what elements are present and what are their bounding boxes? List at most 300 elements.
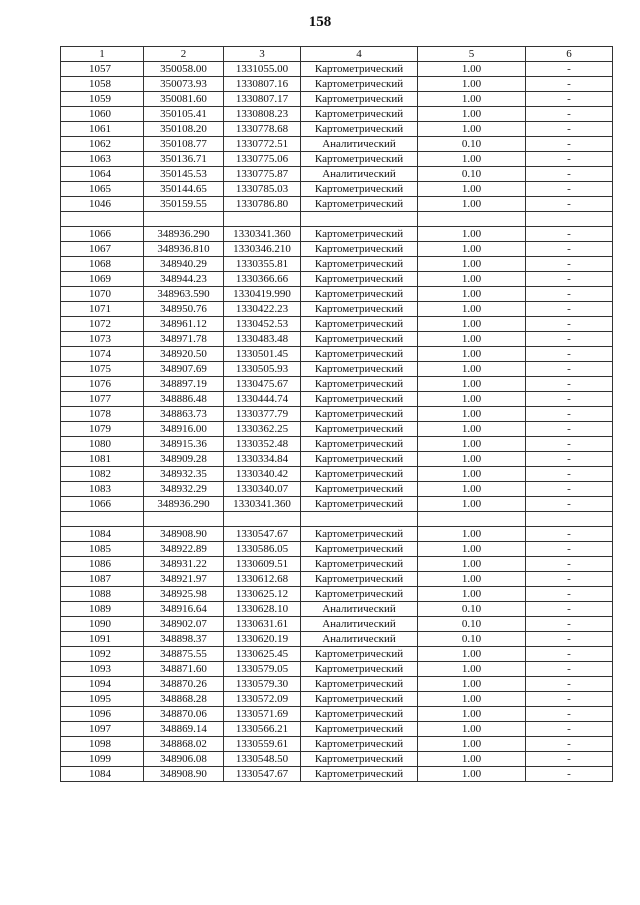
table-body (61, 62, 613, 782)
table-cell: 1330609.51 (224, 557, 301, 572)
table-cell: - (526, 137, 613, 152)
table-cell: 1331055.00 (224, 62, 301, 77)
table-cell: Картометрический (301, 107, 418, 122)
table-cell: - (526, 332, 613, 347)
table-cell: - (526, 452, 613, 467)
table-cell: 1.00 (418, 257, 526, 272)
table-row (61, 242, 613, 257)
table-cell: - (526, 62, 613, 77)
table-cell: 0.10 (418, 167, 526, 182)
empty-cell (418, 212, 526, 227)
table-row (61, 662, 613, 677)
table-cell: 1330625.12 (224, 587, 301, 602)
table-cell: 1330341.360 (224, 497, 301, 512)
empty-cell (301, 512, 418, 527)
table-row (61, 557, 613, 572)
table-cell: 1071 (61, 302, 144, 317)
table-cell: 1095 (61, 692, 144, 707)
table-cell: Картометрический (301, 527, 418, 542)
table-cell: 348963.590 (144, 287, 224, 302)
table-cell: 1068 (61, 257, 144, 272)
column-header: 4 (301, 47, 418, 62)
table-cell: 1059 (61, 92, 144, 107)
table-cell: - (526, 227, 613, 242)
table-row (61, 722, 613, 737)
table-row (61, 122, 613, 137)
table-cell: Аналитический (301, 602, 418, 617)
table-cell: 1330340.42 (224, 467, 301, 482)
table-cell: Картометрический (301, 542, 418, 557)
table-row (61, 767, 613, 782)
table-row (61, 692, 613, 707)
table-cell: 1330422.23 (224, 302, 301, 317)
table-cell: 1.00 (418, 242, 526, 257)
table-cell: 1070 (61, 287, 144, 302)
table-cell: 348932.35 (144, 467, 224, 482)
table-cell: 1066 (61, 497, 144, 512)
table-cell: 1330775.87 (224, 167, 301, 182)
table-cell: 1.00 (418, 587, 526, 602)
table-cell: 1330772.51 (224, 137, 301, 152)
table-cell: - (526, 257, 613, 272)
table-row (61, 317, 613, 332)
table-cell: 1087 (61, 572, 144, 587)
table-cell: 348869.14 (144, 722, 224, 737)
table-cell: 348906.08 (144, 752, 224, 767)
column-header: 5 (418, 47, 526, 62)
table-row (61, 677, 613, 692)
table-cell: 1084 (61, 767, 144, 782)
table-cell: 350108.20 (144, 122, 224, 137)
table-row (61, 527, 613, 542)
table-row (61, 632, 613, 647)
table-cell: 350136.71 (144, 152, 224, 167)
table-cell: 348931.22 (144, 557, 224, 572)
table-cell: 1.00 (418, 527, 526, 542)
table-cell: 1.00 (418, 362, 526, 377)
table-cell: - (526, 182, 613, 197)
table-cell: 1330377.79 (224, 407, 301, 422)
table-cell: 350108.77 (144, 137, 224, 152)
table-cell: Картометрический (301, 587, 418, 602)
empty-cell (418, 512, 526, 527)
table-row (61, 77, 613, 92)
table-cell: 348944.23 (144, 272, 224, 287)
table-cell: Картометрический (301, 302, 418, 317)
table-row (61, 62, 613, 77)
table-cell: 1330571.69 (224, 707, 301, 722)
table-cell: 1.00 (418, 722, 526, 737)
table-cell: - (526, 722, 613, 737)
table-row (61, 647, 613, 662)
table-cell: 1069 (61, 272, 144, 287)
table-cell: 1083 (61, 482, 144, 497)
table-cell: 1330785.03 (224, 182, 301, 197)
table-cell: 350145.53 (144, 167, 224, 182)
table-row (61, 152, 613, 167)
column-header: 2 (144, 47, 224, 62)
table-cell: 1330586.05 (224, 542, 301, 557)
table-cell: Картометрический (301, 317, 418, 332)
table-cell: 1.00 (418, 467, 526, 482)
table-cell: 348971.78 (144, 332, 224, 347)
table-cell: 348916.64 (144, 602, 224, 617)
table-cell: 1.00 (418, 272, 526, 287)
table-cell: Картометрический (301, 332, 418, 347)
column-header: 1 (61, 47, 144, 62)
empty-cell (526, 512, 613, 527)
table-cell: Картометрический (301, 722, 418, 737)
table-cell: 348870.06 (144, 707, 224, 722)
table-cell: 348936.290 (144, 497, 224, 512)
empty-cell (526, 212, 613, 227)
table-cell: - (526, 317, 613, 332)
table-cell: 1330625.45 (224, 647, 301, 662)
table-cell: 350073.93 (144, 77, 224, 92)
table-cell: 1.00 (418, 107, 526, 122)
table-cell: 1084 (61, 527, 144, 542)
table-cell: - (526, 242, 613, 257)
table-cell: 1.00 (418, 707, 526, 722)
table-cell: - (526, 77, 613, 92)
table-row (61, 452, 613, 467)
table-cell: 1079 (61, 422, 144, 437)
table-cell: 1.00 (418, 437, 526, 452)
table-cell: 1330808.23 (224, 107, 301, 122)
table-cell: - (526, 122, 613, 137)
table-cell: 1077 (61, 392, 144, 407)
table-cell: - (526, 437, 613, 452)
table-row (61, 167, 613, 182)
table-cell: - (526, 752, 613, 767)
table-row (61, 752, 613, 767)
table-cell: - (526, 767, 613, 782)
table-cell: 1.00 (418, 377, 526, 392)
table-cell: 348920.50 (144, 347, 224, 362)
table-cell: 1330572.09 (224, 692, 301, 707)
table-cell: Аналитический (301, 632, 418, 647)
table-cell: Картометрический (301, 182, 418, 197)
table-cell: Картометрический (301, 557, 418, 572)
table-cell: Картометрический (301, 92, 418, 107)
table-row (61, 182, 613, 197)
table-cell: 1330775.06 (224, 152, 301, 167)
table-row (61, 572, 613, 587)
table-row (61, 332, 613, 347)
table-cell: - (526, 347, 613, 362)
table-cell: 1081 (61, 452, 144, 467)
table-cell: Картометрический (301, 197, 418, 212)
table-cell: - (526, 542, 613, 557)
table-cell: 1330559.61 (224, 737, 301, 752)
table-cell: 1088 (61, 587, 144, 602)
column-header: 6 (526, 47, 613, 62)
table-row (61, 272, 613, 287)
table-cell: - (526, 662, 613, 677)
table-cell: 1067 (61, 242, 144, 257)
table-cell: Картометрический (301, 347, 418, 362)
table-cell: 348907.69 (144, 362, 224, 377)
table-cell: 0.10 (418, 617, 526, 632)
table-cell: 348950.76 (144, 302, 224, 317)
table-cell: - (526, 692, 613, 707)
table-cell: 1086 (61, 557, 144, 572)
table-cell: 1082 (61, 467, 144, 482)
table-cell: 1.00 (418, 647, 526, 662)
table-cell: - (526, 377, 613, 392)
table-row (61, 737, 613, 752)
table-cell: 1330452.53 (224, 317, 301, 332)
table-cell: 1.00 (418, 572, 526, 587)
table-cell: 1066 (61, 227, 144, 242)
table-cell: 1330505.93 (224, 362, 301, 377)
table-cell: - (526, 422, 613, 437)
table-cell: 348908.90 (144, 527, 224, 542)
table-cell: - (526, 497, 613, 512)
table-cell: 348922.89 (144, 542, 224, 557)
table-cell: Картометрический (301, 257, 418, 272)
table-row (61, 437, 613, 452)
table-cell: Картометрический (301, 767, 418, 782)
table-cell: - (526, 272, 613, 287)
table-cell: 348940.29 (144, 257, 224, 272)
table-cell: 1.00 (418, 452, 526, 467)
table-cell: Картометрический (301, 647, 418, 662)
table-cell: 1330547.67 (224, 527, 301, 542)
table-cell: 1.00 (418, 77, 526, 92)
table-cell: 348932.29 (144, 482, 224, 497)
table-cell: 1.00 (418, 182, 526, 197)
table-cell: Картометрический (301, 437, 418, 452)
group-separator-row (61, 212, 613, 227)
column-header: 3 (224, 47, 301, 62)
table-cell: 1.00 (418, 482, 526, 497)
table-cell: 1.00 (418, 392, 526, 407)
table-cell: 1330419.990 (224, 287, 301, 302)
table-cell: 1075 (61, 362, 144, 377)
table-cell: 348886.48 (144, 392, 224, 407)
table-row (61, 467, 613, 482)
table-cell: 1085 (61, 542, 144, 557)
table-cell: 348961.12 (144, 317, 224, 332)
table-cell: 1046 (61, 197, 144, 212)
table-cell: 1.00 (418, 422, 526, 437)
table-row (61, 362, 613, 377)
table-cell: - (526, 527, 613, 542)
table-row (61, 422, 613, 437)
table-cell: - (526, 482, 613, 497)
table-row (61, 542, 613, 557)
table-row (61, 92, 613, 107)
table-cell: - (526, 707, 613, 722)
table-cell: - (526, 287, 613, 302)
table-cell: 1330483.48 (224, 332, 301, 347)
table-cell: 1330366.66 (224, 272, 301, 287)
table-cell: 1330579.05 (224, 662, 301, 677)
table-cell: 1.00 (418, 692, 526, 707)
table-cell: 1330334.84 (224, 452, 301, 467)
table-cell: 1057 (61, 62, 144, 77)
empty-cell (224, 212, 301, 227)
table-cell: 350144.65 (144, 182, 224, 197)
table-cell: 1330631.61 (224, 617, 301, 632)
table-cell: Картометрический (301, 707, 418, 722)
table-cell: - (526, 587, 613, 602)
table-cell: 1073 (61, 332, 144, 347)
table-cell: 348898.37 (144, 632, 224, 647)
table-cell: 1330341.360 (224, 227, 301, 242)
table-cell: 1074 (61, 347, 144, 362)
table-cell: 1330547.67 (224, 767, 301, 782)
page-number: 158 (308, 14, 332, 30)
table-row (61, 497, 613, 512)
empty-cell (61, 212, 144, 227)
table-cell: 1.00 (418, 347, 526, 362)
table-cell: - (526, 572, 613, 587)
table-cell: 1.00 (418, 767, 526, 782)
table-cell: 1330340.07 (224, 482, 301, 497)
table-cell: 348871.60 (144, 662, 224, 677)
table-cell: 1099 (61, 752, 144, 767)
table-cell: 0.10 (418, 137, 526, 152)
table-cell: Картометрический (301, 422, 418, 437)
table-row (61, 227, 613, 242)
table-cell: 1097 (61, 722, 144, 737)
table-cell: 1.00 (418, 752, 526, 767)
table-cell: 1.00 (418, 197, 526, 212)
table-cell: - (526, 362, 613, 377)
table-cell: 350159.55 (144, 197, 224, 212)
table-row (61, 107, 613, 122)
table-cell: Картометрический (301, 497, 418, 512)
table-cell: 348925.98 (144, 587, 224, 602)
table-row (61, 617, 613, 632)
table-cell: 1061 (61, 122, 144, 137)
table-cell: 348936.810 (144, 242, 224, 257)
table-cell: 1330352.48 (224, 437, 301, 452)
table-cell: - (526, 632, 613, 647)
table-row (61, 197, 613, 212)
table-cell: 1094 (61, 677, 144, 692)
table-cell: 348863.73 (144, 407, 224, 422)
table-row (61, 287, 613, 302)
table-cell: Картометрический (301, 62, 418, 77)
table-cell: 1092 (61, 647, 144, 662)
table-cell: Картометрический (301, 77, 418, 92)
table-row (61, 392, 613, 407)
table-cell: 1330579.30 (224, 677, 301, 692)
coordinates-table (60, 46, 613, 782)
table-cell: - (526, 467, 613, 482)
table-cell: - (526, 107, 613, 122)
table-cell: 1.00 (418, 302, 526, 317)
table-cell: 1078 (61, 407, 144, 422)
table-cell: 1.00 (418, 557, 526, 572)
table-row (61, 302, 613, 317)
table-cell: 1.00 (418, 92, 526, 107)
table-cell: - (526, 407, 613, 422)
empty-cell (301, 212, 418, 227)
table-cell: 1330778.68 (224, 122, 301, 137)
table-cell: 1330628.10 (224, 602, 301, 617)
table-row (61, 257, 613, 272)
table-cell: Аналитический (301, 617, 418, 632)
table-cell: Картометрический (301, 752, 418, 767)
table-cell: 1.00 (418, 737, 526, 752)
table-cell: Картометрический (301, 242, 418, 257)
table-cell: Картометрический (301, 362, 418, 377)
table-cell: Аналитический (301, 137, 418, 152)
table-cell: 1080 (61, 437, 144, 452)
table-cell: - (526, 197, 613, 212)
table-row (61, 137, 613, 152)
table-cell: 1089 (61, 602, 144, 617)
table-cell: 348868.28 (144, 692, 224, 707)
table-cell: 1330362.25 (224, 422, 301, 437)
table-cell: Картометрический (301, 407, 418, 422)
table-cell: 1091 (61, 632, 144, 647)
table-cell: Картометрический (301, 662, 418, 677)
empty-cell (224, 512, 301, 527)
group-separator-row (61, 512, 613, 527)
table-cell: - (526, 92, 613, 107)
table-cell: 1.00 (418, 677, 526, 692)
table-cell: 348868.02 (144, 737, 224, 752)
table-cell: 1064 (61, 167, 144, 182)
table-cell: Картометрический (301, 737, 418, 752)
table-cell: 348908.90 (144, 767, 224, 782)
table-cell: 1330807.16 (224, 77, 301, 92)
empty-cell (144, 512, 224, 527)
table-cell: Картометрический (301, 482, 418, 497)
table-cell: 1330475.67 (224, 377, 301, 392)
table-cell: 1.00 (418, 122, 526, 137)
table-cell: Картометрический (301, 287, 418, 302)
table-cell: 1.00 (418, 287, 526, 302)
table-cell: Картометрический (301, 572, 418, 587)
table-row (61, 482, 613, 497)
table-cell: 1060 (61, 107, 144, 122)
table-cell: - (526, 737, 613, 752)
table-cell: - (526, 152, 613, 167)
table-cell: 1072 (61, 317, 144, 332)
table-cell: 1330548.50 (224, 752, 301, 767)
table-cell: 1063 (61, 152, 144, 167)
table-cell: - (526, 602, 613, 617)
table-cell: Картометрический (301, 392, 418, 407)
table-cell: 1330566.21 (224, 722, 301, 737)
table-cell: 350081.60 (144, 92, 224, 107)
table-cell: 1.00 (418, 152, 526, 167)
table-cell: 1096 (61, 707, 144, 722)
table-cell: Картометрический (301, 677, 418, 692)
empty-cell (144, 212, 224, 227)
table-cell: 1062 (61, 137, 144, 152)
table-cell: Картометрический (301, 377, 418, 392)
table-cell: 350058.00 (144, 62, 224, 77)
table-header-row (61, 47, 613, 62)
table-cell: 1065 (61, 182, 144, 197)
table-row (61, 407, 613, 422)
table-cell: 1058 (61, 77, 144, 92)
table-cell: 1.00 (418, 227, 526, 242)
table-cell: 1.00 (418, 317, 526, 332)
table-cell: 1330612.68 (224, 572, 301, 587)
table-cell: - (526, 302, 613, 317)
table-cell: - (526, 392, 613, 407)
table-cell: 1.00 (418, 497, 526, 512)
empty-cell (61, 512, 144, 527)
